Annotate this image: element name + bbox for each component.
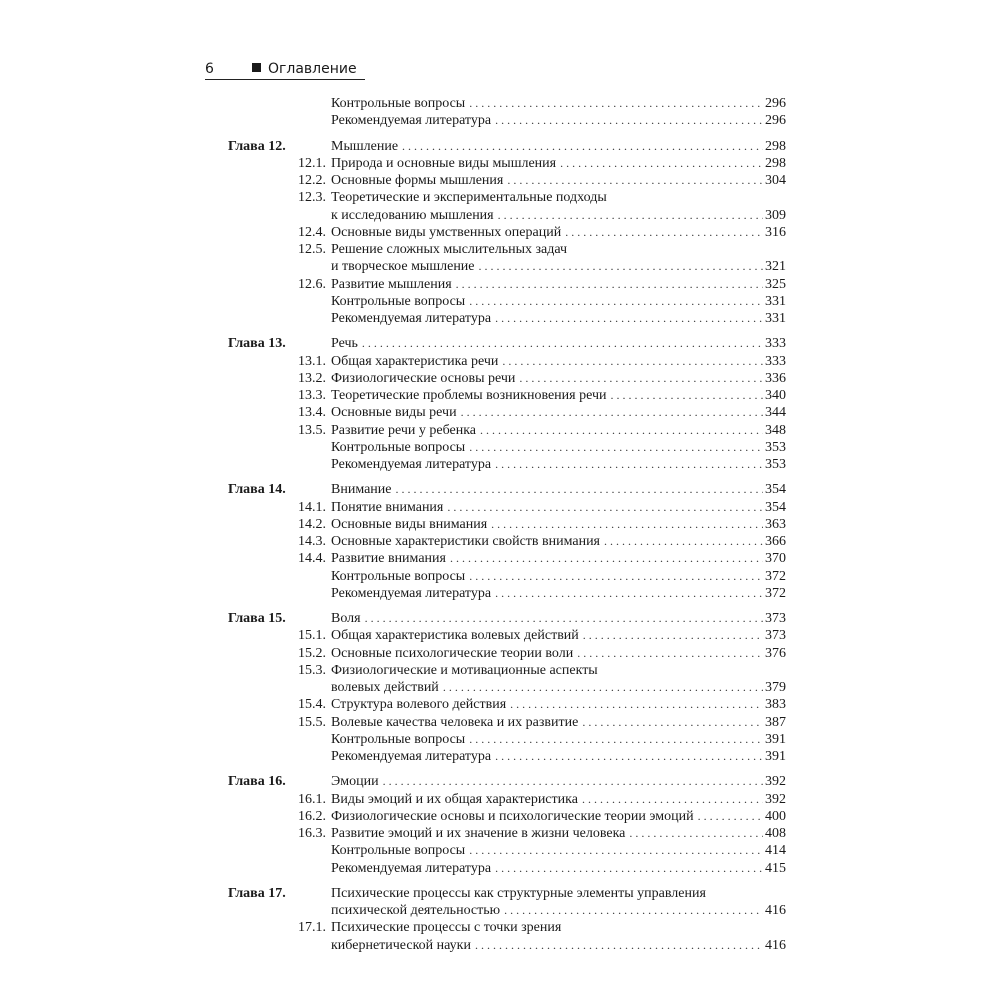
page-ref: 331 bbox=[765, 293, 786, 309]
dot-leader bbox=[582, 714, 763, 731]
toc-entry[interactable] bbox=[228, 731, 786, 748]
entry-title: Структура волевого действия bbox=[331, 697, 507, 713]
section-number: 14.3. bbox=[298, 534, 326, 549]
dot-leader bbox=[447, 499, 763, 516]
page-ref: 383 bbox=[765, 697, 786, 713]
page-ref: 353 bbox=[765, 457, 786, 472]
toc-entry[interactable] bbox=[228, 370, 786, 387]
toc-entry[interactable] bbox=[228, 353, 786, 370]
entry-title: Развитие мышления bbox=[331, 276, 452, 292]
entry-title: Теоретические проблемы возникновения речи bbox=[331, 388, 607, 403]
toc-entry[interactable] bbox=[228, 138, 786, 155]
toc-entry[interactable] bbox=[228, 335, 786, 352]
section-number: 12.2. bbox=[298, 173, 326, 188]
toc-entry[interactable] bbox=[228, 155, 786, 172]
section-number: 14.1. bbox=[298, 499, 326, 515]
entry-title: Контрольные вопросы bbox=[331, 731, 466, 747]
dot-leader bbox=[469, 568, 763, 585]
toc-entry[interactable] bbox=[228, 610, 786, 627]
page-ref: 414 bbox=[765, 843, 786, 859]
page-ref: 391 bbox=[765, 749, 786, 764]
dot-leader bbox=[698, 808, 763, 825]
page-ref: 391 bbox=[765, 731, 786, 747]
toc-entry[interactable] bbox=[228, 902, 786, 919]
entry-title: Физиологические и мотивационные аспекты bbox=[331, 662, 598, 678]
toc-entry[interactable] bbox=[228, 568, 786, 585]
dot-leader bbox=[491, 516, 763, 533]
toc-entry[interactable] bbox=[228, 172, 786, 189]
dot-leader bbox=[507, 172, 763, 189]
toc-entry[interactable] bbox=[228, 456, 786, 473]
entry-title: волевых действий bbox=[331, 680, 439, 695]
toc-chapter bbox=[228, 95, 786, 130]
toc-entry[interactable] bbox=[228, 258, 786, 275]
page-ref: 333 bbox=[765, 353, 786, 369]
toc-entry[interactable] bbox=[228, 224, 786, 241]
page-ref: 408 bbox=[765, 826, 786, 841]
dot-leader bbox=[629, 825, 763, 842]
entry-title: Рекомендуемая литература bbox=[331, 457, 492, 472]
entry-title: кибернетической науки bbox=[331, 937, 471, 953]
toc-entry[interactable] bbox=[228, 860, 786, 877]
dot-leader bbox=[519, 370, 763, 387]
entry-title: Психические процессы как структурные элементы управления bbox=[331, 885, 706, 901]
section-number: 12.5. bbox=[298, 242, 326, 257]
entry-title: Физиологические основы и психологические теории эмоций bbox=[331, 808, 694, 824]
page-ref: 340 bbox=[765, 388, 786, 403]
dot-leader bbox=[495, 585, 763, 602]
dot-leader bbox=[582, 791, 763, 808]
entry-title: Виды эмоций и их общая характеристика bbox=[331, 791, 578, 807]
entry-title: Волевые качества человека и их развитие bbox=[331, 714, 579, 730]
section-number: 12.4. bbox=[298, 224, 326, 240]
page-ref: 363 bbox=[765, 516, 786, 532]
page-ref: 304 bbox=[765, 173, 786, 188]
dot-leader bbox=[450, 550, 763, 567]
toc-entry[interactable] bbox=[228, 937, 786, 954]
page-ref: 372 bbox=[765, 568, 786, 584]
entry-title: Контрольные вопросы bbox=[331, 843, 466, 859]
entry-title: психической деятельностью bbox=[331, 903, 501, 918]
page-ref: 415 bbox=[765, 860, 786, 876]
toc-entry[interactable] bbox=[228, 276, 786, 293]
page-ref: 296 bbox=[765, 96, 786, 111]
toc-chapter bbox=[228, 481, 786, 602]
toc-entry[interactable] bbox=[228, 422, 786, 439]
section-number: 12.6. bbox=[298, 276, 326, 292]
page-ref: 372 bbox=[765, 585, 786, 601]
section-number: 14.2. bbox=[298, 516, 326, 532]
entry-title: Общая характеристика речи bbox=[331, 353, 499, 369]
section-number: 16.1. bbox=[298, 791, 326, 807]
entry-title: Мышление bbox=[331, 138, 399, 154]
dot-leader bbox=[495, 310, 763, 327]
page-ref: 336 bbox=[765, 370, 786, 386]
page-ref: 353 bbox=[765, 439, 786, 455]
toc-entry[interactable] bbox=[228, 439, 786, 456]
section-number: 15.5. bbox=[298, 714, 326, 730]
page-ref: 370 bbox=[765, 551, 786, 567]
dot-leader bbox=[495, 748, 763, 765]
toc-chapter bbox=[228, 335, 786, 473]
chapter-label: Глава 15. bbox=[228, 611, 286, 626]
dot-leader bbox=[365, 610, 763, 627]
toc-chapter bbox=[228, 773, 786, 877]
page-ref: 373 bbox=[765, 628, 786, 644]
toc-entry-continued[interactable] bbox=[228, 189, 786, 206]
page-ref: 376 bbox=[765, 645, 786, 661]
entry-title: Рекомендуемая литература bbox=[331, 749, 492, 764]
entry-title: Общая характеристика волевых действий bbox=[331, 628, 579, 644]
toc-entry[interactable] bbox=[228, 387, 786, 404]
toc-entry[interactable] bbox=[228, 207, 786, 224]
toc-entry[interactable] bbox=[228, 533, 786, 550]
running-header bbox=[205, 61, 365, 80]
toc-entry[interactable] bbox=[228, 842, 786, 859]
toc-entry-continued[interactable] bbox=[228, 662, 786, 679]
toc-entry[interactable] bbox=[228, 550, 786, 567]
table-of-contents bbox=[228, 95, 786, 962]
section-number: 14.4. bbox=[298, 551, 326, 567]
toc-chapter bbox=[228, 610, 786, 765]
page-ref: 331 bbox=[765, 311, 786, 326]
entry-title: Основные психологические теории воли bbox=[331, 645, 574, 661]
dot-leader bbox=[396, 481, 764, 498]
section-number: 13.1. bbox=[298, 353, 326, 369]
dot-leader bbox=[443, 679, 763, 696]
toc-entry[interactable] bbox=[228, 499, 786, 516]
page-ref: 316 bbox=[765, 224, 786, 240]
entry-title: Основные виды внимания bbox=[331, 516, 488, 532]
chapter-label: Глава 17. bbox=[228, 885, 286, 901]
entry-title: Рекомендуемая литература bbox=[331, 311, 492, 326]
dot-leader bbox=[495, 456, 763, 473]
page-ref: 392 bbox=[765, 791, 786, 807]
entry-title: Развитие речи у ребенка bbox=[331, 422, 477, 438]
section-number: 12.3. bbox=[298, 190, 326, 206]
page-ref: 325 bbox=[765, 276, 786, 292]
entry-title: Воля bbox=[331, 611, 361, 626]
toc-chapter bbox=[228, 885, 786, 954]
toc-entry[interactable] bbox=[228, 310, 786, 327]
entry-title: Контрольные вопросы bbox=[331, 293, 466, 309]
dot-leader bbox=[560, 155, 763, 172]
page-ref: 354 bbox=[765, 499, 786, 515]
dot-leader bbox=[611, 387, 763, 404]
dot-leader bbox=[362, 335, 763, 352]
dot-leader bbox=[461, 404, 763, 421]
toc-entry[interactable] bbox=[228, 627, 786, 644]
toc-entry[interactable] bbox=[228, 95, 786, 112]
square-bullet-icon bbox=[252, 63, 261, 72]
entry-title: Психические процессы с точки зрения bbox=[331, 920, 562, 936]
toc-entry[interactable] bbox=[228, 112, 786, 129]
toc-entry[interactable] bbox=[228, 481, 786, 498]
dot-leader bbox=[469, 293, 763, 310]
dot-leader bbox=[510, 696, 763, 713]
section-number: 16.2. bbox=[298, 808, 326, 824]
entry-title: Эмоции bbox=[331, 774, 379, 790]
entry-title: и творческое мышление bbox=[331, 259, 475, 275]
dot-leader bbox=[469, 95, 763, 112]
page-ref: 333 bbox=[765, 336, 786, 352]
section-number: 15.2. bbox=[298, 645, 326, 661]
chapter-label: Глава 12. bbox=[228, 138, 286, 154]
section-number: 15.3. bbox=[298, 662, 326, 678]
dot-leader bbox=[402, 138, 763, 155]
section-number: 12.1. bbox=[298, 155, 326, 171]
entry-title: Контрольные вопросы bbox=[331, 568, 466, 584]
dot-leader bbox=[479, 258, 763, 275]
section-number: 15.4. bbox=[298, 697, 326, 713]
entry-title: Внимание bbox=[331, 482, 392, 498]
toc-entry[interactable] bbox=[228, 404, 786, 421]
page-ref: 296 bbox=[765, 113, 786, 129]
entry-title: Понятие внимания bbox=[331, 499, 444, 515]
toc-entry-continued[interactable] bbox=[228, 241, 786, 258]
page-ref: 379 bbox=[765, 680, 786, 695]
page-ref: 348 bbox=[765, 422, 786, 438]
page-ref: 392 bbox=[765, 774, 786, 790]
page-ref: 354 bbox=[765, 482, 786, 498]
entry-title: Рекомендуемая литература bbox=[331, 585, 492, 601]
dot-leader bbox=[495, 860, 763, 877]
section-number: 13.4. bbox=[298, 405, 326, 421]
toc-entry[interactable] bbox=[228, 808, 786, 825]
entry-title: Природа и основные виды мышления bbox=[331, 155, 557, 171]
toc-entry[interactable] bbox=[228, 825, 786, 842]
dot-leader bbox=[583, 627, 763, 644]
toc-entry[interactable] bbox=[228, 516, 786, 533]
toc-entry[interactable] bbox=[228, 748, 786, 765]
toc-entry[interactable] bbox=[228, 791, 786, 808]
entry-title: Контрольные вопросы bbox=[331, 439, 466, 455]
dot-leader bbox=[480, 422, 763, 439]
page-ref: 298 bbox=[765, 155, 786, 171]
toc-entry-continued[interactable] bbox=[228, 885, 786, 902]
toc-entry[interactable] bbox=[228, 696, 786, 713]
section-number: 16.3. bbox=[298, 826, 326, 841]
entry-title: Рекомендуемая литература bbox=[331, 113, 492, 129]
page-ref: 400 bbox=[765, 808, 786, 824]
chapter-label: Глава 16. bbox=[228, 774, 286, 790]
toc-entry[interactable] bbox=[228, 714, 786, 731]
dot-leader bbox=[456, 276, 763, 293]
toc-entry[interactable] bbox=[228, 645, 786, 662]
page-ref: 373 bbox=[765, 611, 786, 626]
entry-title: Контрольные вопросы bbox=[331, 96, 466, 111]
dot-leader bbox=[504, 902, 763, 919]
section-number: 13.2. bbox=[298, 370, 326, 386]
toc-entry[interactable] bbox=[228, 773, 786, 790]
entry-title: к исследованию мышления bbox=[331, 207, 494, 223]
section-number: 17.1. bbox=[298, 920, 326, 936]
page-ref: 298 bbox=[765, 138, 786, 154]
dot-leader bbox=[577, 645, 763, 662]
chapter-label: Глава 14. bbox=[228, 482, 286, 498]
dot-leader bbox=[469, 731, 763, 748]
entry-title: Рекомендуемая литература bbox=[331, 860, 492, 876]
entry-title: Теоретические и экспериментальные подходы bbox=[331, 190, 607, 206]
section-number: 13.5. bbox=[298, 422, 326, 438]
dot-leader bbox=[469, 842, 763, 859]
dot-leader bbox=[469, 439, 763, 456]
toc-entry[interactable] bbox=[228, 679, 786, 696]
toc-entry[interactable] bbox=[228, 585, 786, 602]
dot-leader bbox=[604, 533, 763, 550]
dot-leader bbox=[502, 353, 763, 370]
entry-title: Физиологические основы речи bbox=[331, 370, 516, 386]
toc-entry-continued[interactable] bbox=[228, 919, 786, 936]
page-ref: 416 bbox=[765, 903, 786, 918]
entry-title: Основные характеристики свойств внимания bbox=[331, 534, 601, 549]
dot-leader bbox=[475, 937, 763, 954]
dot-leader bbox=[565, 224, 763, 241]
page-ref: 321 bbox=[765, 259, 786, 275]
page-ref: 344 bbox=[765, 405, 786, 421]
entry-title: Речь bbox=[331, 336, 358, 352]
toc-entry[interactable] bbox=[228, 293, 786, 310]
entry-title: Основные формы мышления bbox=[331, 173, 504, 188]
page-ref: 387 bbox=[765, 714, 786, 730]
page-number: 6 bbox=[205, 61, 214, 77]
entry-title: Основные виды речи bbox=[331, 405, 457, 421]
chapter-label: Глава 13. bbox=[228, 336, 286, 352]
entry-title: Основные виды умственных операций bbox=[331, 224, 562, 240]
toc-chapter bbox=[228, 138, 786, 328]
header-title: Оглавление bbox=[268, 61, 357, 77]
dot-leader bbox=[495, 112, 763, 129]
section-number: 15.1. bbox=[298, 628, 326, 644]
page-ref: 416 bbox=[765, 937, 786, 953]
dot-leader bbox=[383, 773, 763, 790]
entry-title: Развитие внимания bbox=[331, 551, 446, 567]
dot-leader bbox=[498, 207, 763, 224]
section-number: 13.3. bbox=[298, 388, 326, 403]
entry-title: Развитие эмоций и их значение в жизни человека bbox=[331, 826, 626, 841]
page-ref: 366 bbox=[765, 534, 786, 549]
entry-title: Решение сложных мыслительных задач bbox=[331, 242, 568, 257]
page-ref: 309 bbox=[765, 207, 786, 223]
